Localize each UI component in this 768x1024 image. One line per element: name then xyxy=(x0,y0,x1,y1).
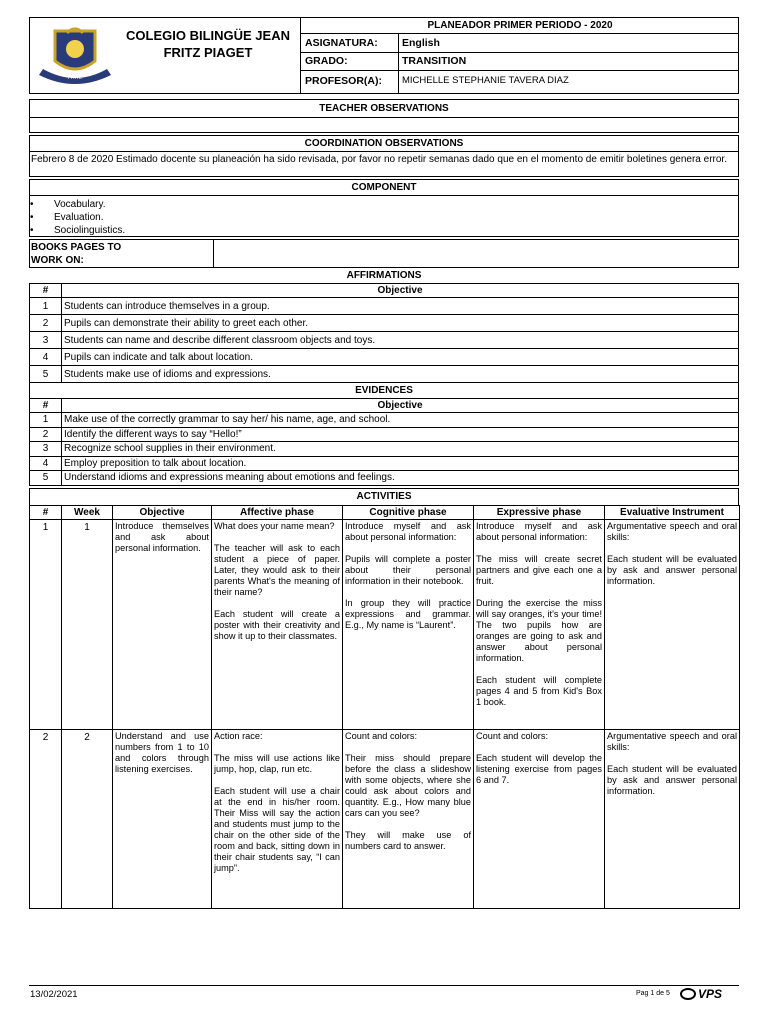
logo-text: FRITZ xyxy=(67,75,83,81)
table-row: 4 Pupils can indicate and talk about location. xyxy=(30,349,739,366)
evidences-section xyxy=(29,382,739,486)
col-header-expressive: Expressive phase xyxy=(474,506,605,520)
table-row: 1 Make use of the correctly grammar to say her/ his name, age, and school. xyxy=(30,413,739,428)
evidences-obj-header: Objective xyxy=(62,399,739,413)
col-header-objective: Objective xyxy=(113,506,212,520)
footer-date: 13/02/2021 xyxy=(30,989,78,1000)
col-header-cognitive: Cognitive phase xyxy=(343,506,474,520)
teacher-value: MICHELLE STEPHANIE TAVERA DIAZ xyxy=(402,75,569,86)
activities-title: ACTIVITIES xyxy=(29,488,739,505)
activities-section xyxy=(29,488,739,909)
subject-value: English xyxy=(402,37,440,49)
teacher-row xyxy=(301,70,739,94)
teacher-label: PROFESOR(A): xyxy=(305,75,382,87)
evidences-table xyxy=(29,398,739,486)
grade-row xyxy=(301,52,739,71)
affirmations-num-header: # xyxy=(30,284,62,298)
teacher-observations-title: TEACHER OBSERVATIONS xyxy=(30,100,738,118)
affirmations-section xyxy=(29,268,739,383)
teacher-observations-section xyxy=(29,99,739,133)
table-row: 5 Understand idioms and expressions meaning about emotions and feelings. xyxy=(30,471,739,486)
school-name xyxy=(115,27,301,61)
coordination-text: Febrero 8 de 2020 Estimado docente su planeación ha sido revisada, por favor no repetir semanas dado que en el momento de emitir boletines genera error. xyxy=(31,154,727,165)
table-row: 2 Pupils can demonstrate their ability to greet each other. xyxy=(30,315,739,332)
grade-label: GRADO: xyxy=(305,55,348,67)
component-title: COMPONENT xyxy=(30,180,738,196)
school-block xyxy=(29,17,301,94)
books-section xyxy=(29,239,739,268)
header-rows xyxy=(301,34,739,94)
books-label: BOOKS PAGES TO WORK ON: xyxy=(31,242,122,266)
plan-title: PLANEADOR PRIMER PERIODO - 2020 xyxy=(301,17,739,34)
list-item: • Evaluation. xyxy=(30,212,104,223)
footer-page: Pag 1 de 5 xyxy=(636,990,670,997)
col-header-evaluative: Evaluative Instrument xyxy=(605,506,740,520)
component-section xyxy=(29,179,739,237)
affirmations-obj-header: Objective xyxy=(62,284,739,298)
component-list xyxy=(30,196,738,237)
affirmations-title: AFFIRMATIONS xyxy=(346,270,422,281)
subject-row xyxy=(301,34,739,53)
activities-table xyxy=(29,505,740,909)
coordination-title: COORDINATION OBSERVATIONS xyxy=(30,136,738,152)
col-header-week: Week xyxy=(62,506,113,520)
col-header-num: # xyxy=(30,506,62,520)
vps-logo xyxy=(680,987,722,1001)
school-crest-icon xyxy=(33,23,117,89)
table-row: 3 Recognize school supplies in their environment. xyxy=(30,442,739,457)
col-header-affective: Affective phase xyxy=(212,506,343,520)
footer-rule xyxy=(29,985,739,986)
affirmations-table xyxy=(29,283,739,383)
grade-value: TRANSITION xyxy=(402,55,467,67)
table-row: 1 Students can introduce themselves in a group. xyxy=(30,298,739,315)
table-row: 2 2 Understand and use numbers from 1 to 10 and colors through listening exercises. Action race: The miss will use actions like jump, hop, clap, run etc. Each student will use a chair at the end in his/her room. Their Miss will say the action and students must jump to the chair on the other side of the room and back, sitting down in their chair students say, “I can jump”. Count and colors: Their miss should prepare before the class a slideshow with some objects, where she could ask about colors and quantity. E.g., How many blue cars can you see? They will make use of numbers card to answer. Count and colors: Each student will develop the listening exercise from pages 6 and 7. Argumentative speech and oral skills: Each student will be evaluated by ask and answer personal information. xyxy=(30,730,740,909)
eye-icon xyxy=(680,988,696,1000)
brand-text: VPS xyxy=(698,987,723,1001)
table-row: 4 Employ preposition to talk about location. xyxy=(30,456,739,471)
table-row: 5 Students make use of idioms and expressions. xyxy=(30,366,739,383)
list-item: • Sociolinguistics. xyxy=(30,225,126,236)
evidences-title: EVIDENCES xyxy=(29,382,739,398)
school-name-line2: FRITZ PIAGET xyxy=(163,45,253,60)
table-row: 1 1 Introduce themselves and ask about personal information. What does your name mean? The teacher will ask to each student a piece of paper. Later, they would ask to their parents What's the meaning of their name? Each student will create a poster with their creativity and show it up to their classmates. Introduce myself and ask about personal information: Pupils will complete a poster about their personal information in their notebook. In group they will practice expressions and grammar. E.g., My name is “Laurent”. Introduce myself and ask about personal information: The miss will create secret partners and give each one a fruit. During the exercise the miss will say oranges, it's your time! The two pupils how are oranges are going to ask and answer about personal information. Each student will complete pages 4 and 5 from Kid's Box 1 book. Argumentative speech and oral skills: Each student will be evaluated by ask and answer personal information. xyxy=(30,520,740,730)
evidences-num-header: # xyxy=(30,399,62,413)
subject-label: ASIGNATURA: xyxy=(305,37,378,49)
list-item: • Vocabulary. xyxy=(30,199,106,210)
table-row: 2 Identify the different ways to say “Hello!” xyxy=(30,427,739,442)
coordination-section xyxy=(29,135,739,177)
table-row: 3 Students can name and describe different classroom objects and toys. xyxy=(30,332,739,349)
school-name-line1: COLEGIO BILINGÜE JEAN xyxy=(126,28,290,43)
